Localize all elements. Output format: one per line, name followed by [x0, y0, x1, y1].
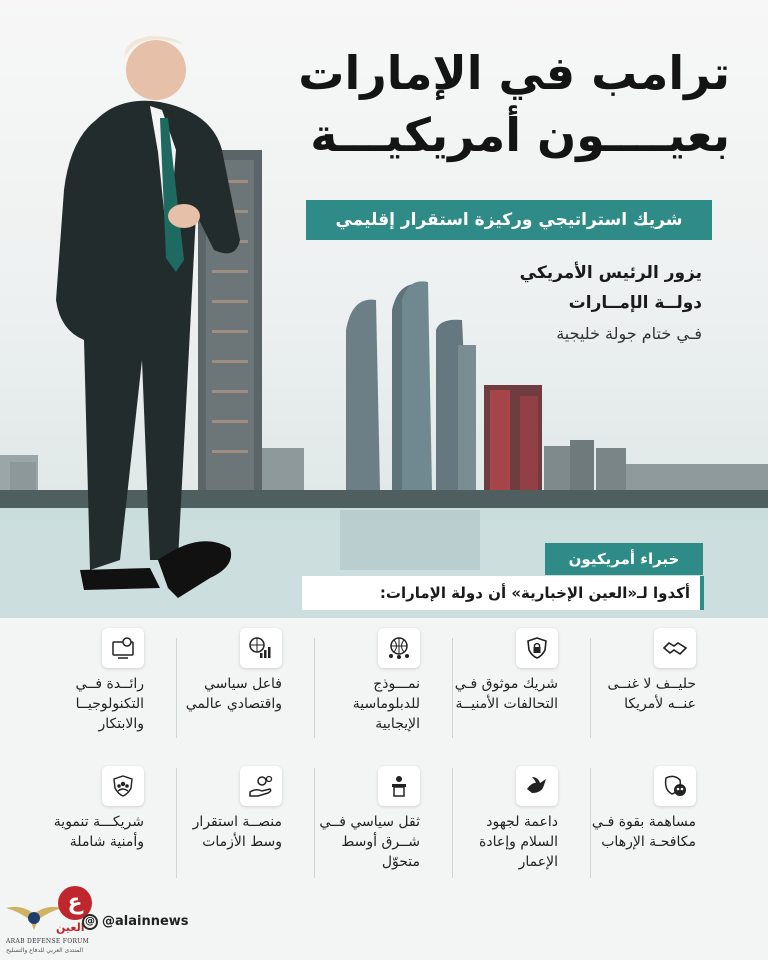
point-item — [180, 628, 318, 744]
podium-icon — [378, 766, 420, 806]
alain-logo-word: العين — [56, 921, 85, 934]
alain-logo: ع — [58, 886, 92, 920]
forum-watermark-logo — [4, 900, 64, 940]
shield-lock-icon — [516, 628, 558, 668]
point-item — [456, 628, 594, 744]
headline-line-2: بعيــــون أمريكيـــة — [310, 108, 730, 162]
experts-tab: خبراء أمريكيون — [545, 543, 703, 575]
subtitle-banner: شريك استراتيجي وركيزة استقرار إقليمي — [306, 200, 712, 240]
point-text: منصــة استقرار وسط الأزمات — [192, 814, 282, 850]
intro-text — [520, 258, 702, 350]
point-text: ثقل سياسي فــي شــرق أوسط متحوّل — [319, 814, 420, 870]
point-item — [456, 766, 594, 882]
hand-gears-icon — [240, 766, 282, 806]
point-text: شريك موثوق فـي التحالفات الأمنيــة — [454, 676, 558, 712]
intro-line-1: يزور الرئيس الأمريكي — [519, 263, 702, 283]
globe-people-icon — [378, 628, 420, 668]
chart-globe-icon — [240, 628, 282, 668]
point-item — [42, 766, 180, 882]
handshake-icon — [654, 628, 696, 668]
point-item — [594, 628, 732, 744]
intro-line-3: فـي ختام جولة خليجية — [556, 324, 702, 343]
headline-line-1: ترامب في الإمارات — [298, 46, 730, 100]
point-item — [318, 766, 456, 882]
headline — [298, 42, 730, 166]
social-handle[interactable]: @alainnews — [102, 914, 189, 929]
point-text: داعمة لجهود السلام وإعادة الإعمار — [479, 814, 558, 870]
team-shield-icon — [102, 766, 144, 806]
point-text: حليــف لا غنــى عنــه لأمريكا — [607, 676, 696, 712]
forum-watermark-ar: المنتدى العربي للدفاع والتسليح — [6, 947, 83, 954]
at-icon: @ — [82, 914, 98, 930]
point-text: فاعل سياسي واقتصادي عالمي — [185, 676, 282, 712]
mask-icon — [654, 766, 696, 806]
point-text: نمـــوذج للدبلوماسية الإيجابية — [352, 676, 420, 732]
forum-watermark-en: ARAB DEFENSE FORUM — [6, 938, 90, 945]
point-text: مساهمة بقوة فـي مكافحـة الإرهاب — [591, 814, 696, 850]
experts-statement: أكدوا لـ«العين الإخبارية» أن دولة الإمارات: — [302, 576, 704, 610]
point-item — [591, 766, 732, 882]
point-item — [318, 628, 456, 744]
points-grid — [38, 628, 738, 890]
intro-line-2: دولــة الإمــارات — [568, 293, 702, 313]
tech-gear-icon — [102, 628, 144, 668]
point-item — [180, 766, 318, 882]
point-text: رائــدة فــي التكنولوجيــا والابتكار — [75, 676, 144, 732]
dove-icon — [516, 766, 558, 806]
point-item — [42, 628, 180, 744]
point-text: شريكـــة تنموية وأمنية شاملة — [53, 814, 144, 850]
